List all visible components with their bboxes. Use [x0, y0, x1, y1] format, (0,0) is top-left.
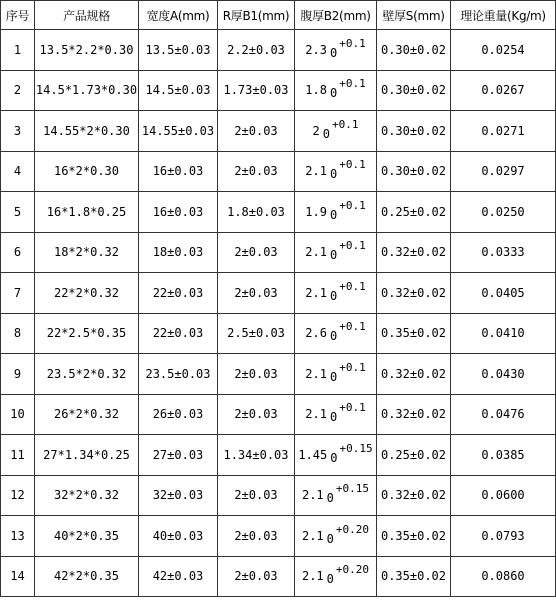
web-thickness-cell — [295, 394, 377, 435]
r-thickness-cell: 2±0.03 — [218, 516, 295, 557]
table-row — [1, 516, 556, 557]
row-number: 7 — [1, 273, 35, 314]
weight-cell: 0.0600 — [451, 475, 556, 516]
web-base: 1.9 — [305, 204, 327, 219]
table-row — [1, 313, 556, 354]
wall-thickness-cell: 0.32±0.02 — [377, 354, 451, 395]
web-thickness-cell — [295, 516, 377, 557]
spec-cell: 23.5*2*0.32 — [35, 354, 139, 395]
width-cell: 14.55±0.03 — [139, 111, 218, 152]
r-thickness-cell: 1.73±0.03 — [218, 70, 295, 111]
row-number: 11 — [1, 435, 35, 476]
row-number: 5 — [1, 192, 35, 233]
weight-cell: 0.0860 — [451, 556, 556, 597]
row-number: 1 — [1, 30, 35, 71]
web-thickness-cell — [295, 475, 377, 516]
weight-cell: 0.0267 — [451, 70, 556, 111]
table-row — [1, 232, 556, 273]
web-tolerance-lower: 0 — [326, 491, 334, 506]
header-theoretical-weight: 理论重量(Kg/m) — [451, 1, 556, 30]
web-base: 2 — [312, 123, 320, 138]
wall-thickness-cell: 0.25±0.02 — [377, 435, 451, 476]
spec-cell: 40*2*0.35 — [35, 516, 139, 557]
weight-cell: 0.0430 — [451, 354, 556, 395]
r-thickness-cell: 2.2±0.03 — [218, 30, 295, 71]
web-base: 2.6 — [305, 326, 327, 341]
web-tolerance-lower: 0 — [326, 531, 334, 546]
web-tolerance-lower: 0 — [329, 45, 338, 60]
weight-cell: 0.0793 — [451, 516, 556, 557]
wall-thickness-cell: 0.35±0.02 — [377, 313, 451, 354]
r-thickness-cell: 2±0.03 — [218, 394, 295, 435]
table-row — [1, 435, 556, 476]
web-base: 2.3 — [305, 42, 327, 57]
wall-thickness-cell: 0.35±0.02 — [377, 516, 451, 557]
header-r-thickness: R厚B1(mm) — [218, 1, 295, 30]
wall-thickness-cell: 0.30±0.02 — [377, 70, 451, 111]
web-tolerance-lower: 0 — [329, 329, 338, 344]
weight-cell: 0.0254 — [451, 30, 556, 71]
spec-cell: 22*2*0.32 — [35, 273, 139, 314]
width-cell: 14.5±0.03 — [139, 70, 218, 111]
header-width: 宽度A(mm) — [139, 1, 218, 30]
wall-thickness-cell: 0.35±0.02 — [377, 556, 451, 597]
web-base: 1.45 — [298, 447, 328, 462]
table-body — [1, 30, 556, 597]
width-cell: 16±0.03 — [139, 192, 218, 233]
web-thickness-cell — [295, 435, 377, 476]
r-thickness-cell: 2±0.03 — [218, 556, 295, 597]
row-number: 6 — [1, 232, 35, 273]
spec-cell: 13.5*2.2*0.30 — [35, 30, 139, 71]
row-number: 12 — [1, 475, 35, 516]
web-tolerance-lower: 0 — [329, 167, 338, 182]
web-tolerance-upper: +0.1 — [339, 36, 366, 50]
spec-cell: 27*1.34*0.25 — [35, 435, 139, 476]
header-web-thickness: 腹厚B2(mm) — [295, 1, 377, 30]
web-thickness-cell — [295, 30, 377, 71]
web-tolerance-lower: 0 — [329, 86, 338, 101]
weight-cell: 0.0405 — [451, 273, 556, 314]
width-cell: 26±0.03 — [139, 394, 218, 435]
width-cell: 13.5±0.03 — [139, 30, 218, 71]
weight-cell: 0.0297 — [451, 151, 556, 192]
table-row — [1, 111, 556, 152]
web-thickness-cell — [295, 70, 377, 111]
weight-cell: 0.0333 — [451, 232, 556, 273]
web-base: 2.1 — [305, 245, 327, 260]
spec-cell: 16*1.8*0.25 — [35, 192, 139, 233]
weight-cell: 0.0385 — [451, 435, 556, 476]
web-thickness-cell — [295, 273, 377, 314]
web-tolerance-upper: +0.1 — [339, 401, 366, 415]
web-thickness-cell — [295, 354, 377, 395]
web-thickness-cell — [295, 556, 377, 597]
table-row — [1, 273, 556, 314]
wall-thickness-cell: 0.32±0.02 — [377, 394, 451, 435]
table-row — [1, 354, 556, 395]
wall-thickness-cell: 0.25±0.02 — [377, 192, 451, 233]
header-wall-thickness: 壁厚S(mm) — [377, 1, 451, 30]
r-thickness-cell: 2±0.03 — [218, 475, 295, 516]
spec-cell: 22*2.5*0.35 — [35, 313, 139, 354]
web-tolerance-lower: 0 — [329, 288, 338, 303]
web-base: 2.1 — [301, 528, 324, 543]
web-thickness-cell — [295, 192, 377, 233]
r-thickness-cell: 2.5±0.03 — [218, 313, 295, 354]
table-row — [1, 192, 556, 233]
width-cell: 42±0.03 — [139, 556, 218, 597]
table-row — [1, 70, 556, 111]
wall-thickness-cell: 0.30±0.02 — [377, 151, 451, 192]
web-tolerance-lower: 0 — [322, 126, 330, 141]
header-row — [1, 1, 556, 30]
web-thickness-cell — [295, 111, 377, 152]
web-tolerance-lower: 0 — [326, 572, 334, 587]
table-row — [1, 394, 556, 435]
spec-cell: 18*2*0.32 — [35, 232, 139, 273]
web-tolerance-upper: +0.15 — [339, 441, 373, 455]
web-thickness-cell — [295, 313, 377, 354]
web-base: 2.1 — [301, 569, 324, 584]
spec-cell: 14.5*1.73*0.30 — [35, 70, 139, 111]
weight-cell: 0.0250 — [451, 192, 556, 233]
table-row — [1, 475, 556, 516]
web-base: 2.1 — [301, 488, 324, 503]
header-spec: 产品规格 — [35, 1, 139, 30]
wall-thickness-cell: 0.32±0.02 — [377, 475, 451, 516]
web-tolerance-upper: +0.1 — [339, 279, 366, 293]
web-base: 2.1 — [305, 366, 327, 381]
wall-thickness-cell: 0.30±0.02 — [377, 111, 451, 152]
wall-thickness-cell: 0.32±0.02 — [377, 273, 451, 314]
web-tolerance-upper: +0.1 — [339, 198, 366, 212]
r-thickness-cell: 2±0.03 — [218, 354, 295, 395]
web-tolerance-upper: +0.1 — [339, 239, 366, 253]
web-tolerance-upper: +0.1 — [331, 117, 359, 131]
spec-cell: 16*2*0.30 — [35, 151, 139, 192]
wall-thickness-cell: 0.32±0.02 — [377, 232, 451, 273]
web-tolerance-lower: 0 — [329, 369, 338, 384]
web-tolerance-lower: 0 — [330, 450, 338, 465]
web-tolerance-upper: +0.1 — [339, 77, 366, 91]
r-thickness-cell: 2±0.03 — [218, 151, 295, 192]
table-row — [1, 151, 556, 192]
web-base: 2.1 — [305, 407, 327, 422]
width-cell: 40±0.03 — [139, 516, 218, 557]
web-tolerance-lower: 0 — [329, 207, 338, 222]
web-tolerance-upper: +0.20 — [335, 563, 370, 577]
web-tolerance-upper: +0.1 — [339, 158, 366, 172]
width-cell: 27±0.03 — [139, 435, 218, 476]
web-base: 2.1 — [305, 164, 327, 179]
r-thickness-cell: 2±0.03 — [218, 111, 295, 152]
web-thickness-cell — [295, 151, 377, 192]
weight-cell: 0.0410 — [451, 313, 556, 354]
spec-cell: 14.55*2*0.30 — [35, 111, 139, 152]
row-number: 8 — [1, 313, 35, 354]
web-tolerance-upper: +0.20 — [335, 522, 370, 536]
web-tolerance-upper: +0.1 — [339, 320, 366, 334]
row-number: 10 — [1, 394, 35, 435]
r-thickness-cell: 1.34±0.03 — [218, 435, 295, 476]
row-number: 14 — [1, 556, 35, 597]
width-cell: 22±0.03 — [139, 273, 218, 314]
spec-cell: 42*2*0.35 — [35, 556, 139, 597]
spec-cell: 32*2*0.32 — [35, 475, 139, 516]
width-cell: 32±0.03 — [139, 475, 218, 516]
row-number: 3 — [1, 111, 35, 152]
width-cell: 16±0.03 — [139, 151, 218, 192]
web-tolerance-upper: +0.1 — [339, 360, 366, 374]
r-thickness-cell: 2±0.03 — [218, 232, 295, 273]
table-row — [1, 30, 556, 71]
width-cell: 23.5±0.03 — [139, 354, 218, 395]
r-thickness-cell: 2±0.03 — [218, 273, 295, 314]
spec-cell: 26*2*0.32 — [35, 394, 139, 435]
header-no: 序号 — [1, 1, 35, 30]
web-thickness-cell — [295, 232, 377, 273]
web-base: 1.8 — [305, 83, 327, 98]
r-thickness-cell: 1.8±0.03 — [218, 192, 295, 233]
weight-cell: 0.0476 — [451, 394, 556, 435]
row-number: 2 — [1, 70, 35, 111]
row-number: 9 — [1, 354, 35, 395]
web-tolerance-upper: +0.15 — [335, 482, 370, 496]
web-tolerance-lower: 0 — [329, 248, 338, 263]
wall-thickness-cell: 0.30±0.02 — [377, 30, 451, 71]
row-number: 13 — [1, 516, 35, 557]
table-row — [1, 556, 556, 597]
row-number: 4 — [1, 151, 35, 192]
width-cell: 22±0.03 — [139, 313, 218, 354]
web-tolerance-lower: 0 — [329, 410, 338, 425]
web-base: 2.1 — [305, 285, 327, 300]
weight-cell: 0.0271 — [451, 111, 556, 152]
width-cell: 18±0.03 — [139, 232, 218, 273]
